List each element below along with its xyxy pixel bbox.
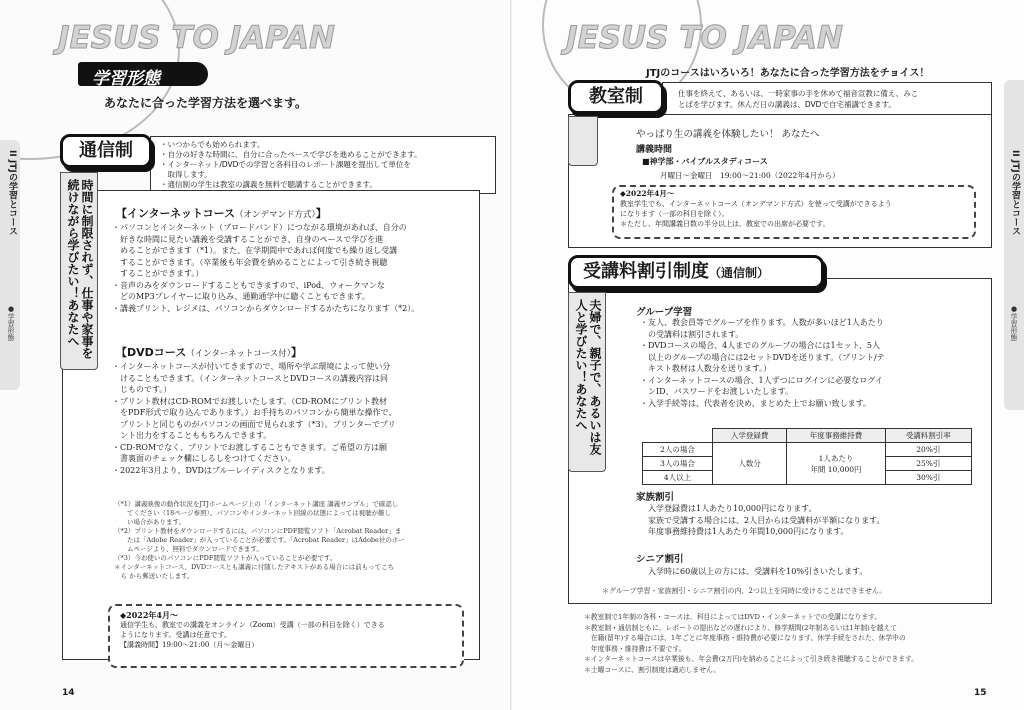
table-row: 4人以上 30%引 bbox=[643, 471, 972, 485]
side-tab-item: ●学習形態 bbox=[7, 305, 15, 341]
brand-watermark: JESUS TO JAPAN bbox=[58, 20, 335, 56]
kyoshitsu-course: ■神学部・バイブルスタディコース bbox=[642, 157, 768, 166]
side-tab-item: ●学習形態 bbox=[1010, 305, 1018, 341]
feature-item: ・インターネット/DVDでの学習と各科目のレポート課題を提出して単位を bbox=[160, 160, 411, 169]
kyoshitsu-tab-shadow bbox=[568, 116, 598, 166]
feature-item: ・通信制の学生は教室の講義を無料で聴講することができます。 bbox=[160, 180, 377, 189]
footnotes: （*1）講義映像の動作状況をJTJホームページ上の「インターネット講座 講義サンプル」で確認し てください（18ページ参照）。パソコンやインターネット回線の状態によっては視聴が難し い場合があります。 （*2）プリント教材をダウンロードするには、パソコンにPDF閲覧ソフト「Acrobat Reader」ま たは「Adobe Reader」が入っていることが必要です。「Acrobat Reader」はAdobe社のホー ムページより、無料でダウンロードできます。 （*3）今お使いのパソコンにPDF閲覧ソフトが入っていることが必要です。 ＊インターネットコース、DVDコースとも講義に付随したテキストがある場合には前もってこち ら から郵送いたします。 bbox=[114, 500, 405, 580]
group-text: ・友人、教会員等でグループを作ります。人数が多いほど1人あたり の受講料は割引されます。 ・DVDコースの場合、4人までのグループの場合には1セット、5人 以上のグループの場合には2セットDVDを送ります。（プリント/テ キスト教材は人数分を送ります。） ・インターネットコースの場合、1人ずつにログインに必要なログイ ンID、パスワードをお渡しいたします。 ・入学手続等は、代表者を決め、まとめた上でお願い致します。 bbox=[640, 318, 885, 408]
brand-watermark: JESUS TO JAPAN bbox=[566, 20, 843, 56]
internet-course-heading: 【インターネットコース（オンデマンド方式）】 bbox=[116, 207, 327, 220]
footer-notes: ＊教室制で1年制の各科・コースは、科目によってはDVD・インターネットでの受講になります。 ＊教室制・通信制ともに、レポートの提出などの遅れにより、修学期間(2年制あるいは1年制)を越えて 在籍(留年)する場合には、1年ごとに年度事務・維持費が必要になります。休学手続をされた、休学中の 年度事務・維持費は不要です。 ＊インターネットコースは卒業後も、年会費(2万円)を納めることによって引き続き視聴することができます。 ＊土曜コースに、割引制度は適応しません。 bbox=[584, 613, 919, 674]
internet-course-text: ・パソコンとインターネット（ブロードバンド）につながる環境があれば、自分の 好きな時間に見たい講義を受講することができ、自身のペースで学びを進 めることができます（*1）。また、在学期間中であれば何度でも繰り返し受講 することができます。（卒業後も年会費を納めることによって引き続き視聴 することができます。） ・音声のみをダウンロードすることもできますので、iPod、ウォークマンな どのMP3プレイヤーに取り込み、通勤通学中に聴くこともできます。 ・講義プリント、レジメは、パソコンからダウンロードするかたちになります（*2）。 bbox=[112, 223, 420, 313]
feature-item: ・いつからでも始められます。 bbox=[160, 140, 265, 149]
discount-title: 受講料割引制度（通信制） bbox=[568, 255, 824, 289]
page-subtitle: あなたに合った学習方法を選べます。 bbox=[104, 96, 308, 110]
feature-item: 取得します。 bbox=[160, 170, 212, 179]
features-list bbox=[160, 140, 422, 190]
dvd-course-heading: 【DVDコース（インターネットコース付）】 bbox=[116, 346, 302, 359]
family-heading: 家族割引 bbox=[636, 492, 675, 503]
table-row: 3人の場合 25%引 bbox=[643, 457, 972, 471]
side-tab[interactable] bbox=[1004, 80, 1024, 410]
page-number: 15 bbox=[974, 688, 987, 698]
dvd-course-text: ・インターネットコースが付いてきますので、場所や学ぶ環境によって使い分 けることもできます。（インターネットコースとDVDコースの講義内容は同 じものです。） ・プリント教材はCD-ROMでお渡しいたします。（CD-ROMにプリント教材 をPDF形式で取り込んであります。）お手持ちのパソコンから簡単な操作で、 プリントと同じものがパソコンの画面で見られます（*3）。プリンターでプリ ント出力をすることももちろんできます。 ・CD-ROMでなく、プリントでお渡しすることもできます。ご希望の方は願 書裏面のチェック欄にしるしをつけてください。 ・2022年3月より、DVDはブルーレイディスクとなります。 bbox=[112, 362, 397, 475]
senior-text: 入学時に60歳以上の方には、受講料を10%引きいたします。 bbox=[648, 567, 868, 576]
kyoshitsu-notice-text: ◆2022年4月～ 教室学生でも、インターネットコース（オンデマンド方式）を使って受講ができるよう になります（一部の科目を除く）。 ＊ただし、年間講義日数の半分以上は、教室での出席が必要です。 bbox=[620, 189, 892, 228]
notice-text: ◆2022年4月～ 通信学生も、教室での講義をオンライン（Zoom）受講（一部の科目を除く）できる ようになります。受講は任意です。 【講義時間】19:00～21:00（月～金曜日） bbox=[120, 610, 385, 649]
group-heading: グループ学習 bbox=[636, 307, 693, 318]
kyoshitsu-lead: やっぱり生の講義を体験したい！ あなたへ bbox=[636, 129, 820, 140]
kyoshitsu-schedule: 月曜日～金曜日 19:00～21:00（2022年4月から） bbox=[660, 171, 840, 180]
side-tab-label: II JTJの学習とコース bbox=[1010, 150, 1020, 236]
right-page bbox=[512, 0, 1024, 710]
tagline: JTJのコースはいろいろ！あなたに合った学習方法をチョイス！ bbox=[646, 68, 930, 79]
tsushin-title: 通信制 bbox=[60, 134, 152, 168]
discount-table bbox=[642, 428, 972, 485]
feature-item: ・自分の好きな時間に、自分に合ったペースで学びを進めることができます。 bbox=[160, 150, 422, 159]
section-title: 学習形態 bbox=[78, 62, 208, 86]
table-row: 2人の場合 人数分 1人あたり 年間 10,000円 20%引 bbox=[643, 443, 972, 457]
tsushin-audience: 時間に制限されず、仕事や家事を続けながら学びたい！あなたへ bbox=[60, 172, 98, 370]
discount-note: ＊グループ学習・家族割引・シニア割引の内、2つ以上を同時に受けることはできません。 bbox=[602, 587, 887, 595]
discount-audience: 夫婦で、親子で、あるいは友人と学びたい！あなたへ bbox=[568, 292, 606, 472]
table-header-row: 入学登録費 年度事務維持費 受講料割引率 bbox=[643, 429, 972, 443]
kyoshitsu-title: 教室制 bbox=[568, 80, 664, 114]
kyoshitsu-time-heading: 講義時間 bbox=[636, 145, 673, 155]
side-tab-label: II JTJの学習とコース bbox=[7, 150, 17, 236]
kyoshitsu-intro: 仕事を終えて、あるいは、一時家事の手を休めて福音宣教に備え、みこ とばを学びます。休んだ日の講義は、DVDで自宅補講できます。 bbox=[678, 89, 919, 109]
page-number: 14 bbox=[62, 688, 75, 698]
family-text: 入学登録費は1人あたり10,000円になります。 家族で受講する場合には、2人目からは受講料が半額になります。 年度事務維持費は1人あたり年間10,000円になります。 bbox=[648, 504, 885, 536]
senior-heading: シニア割引 bbox=[636, 554, 684, 565]
